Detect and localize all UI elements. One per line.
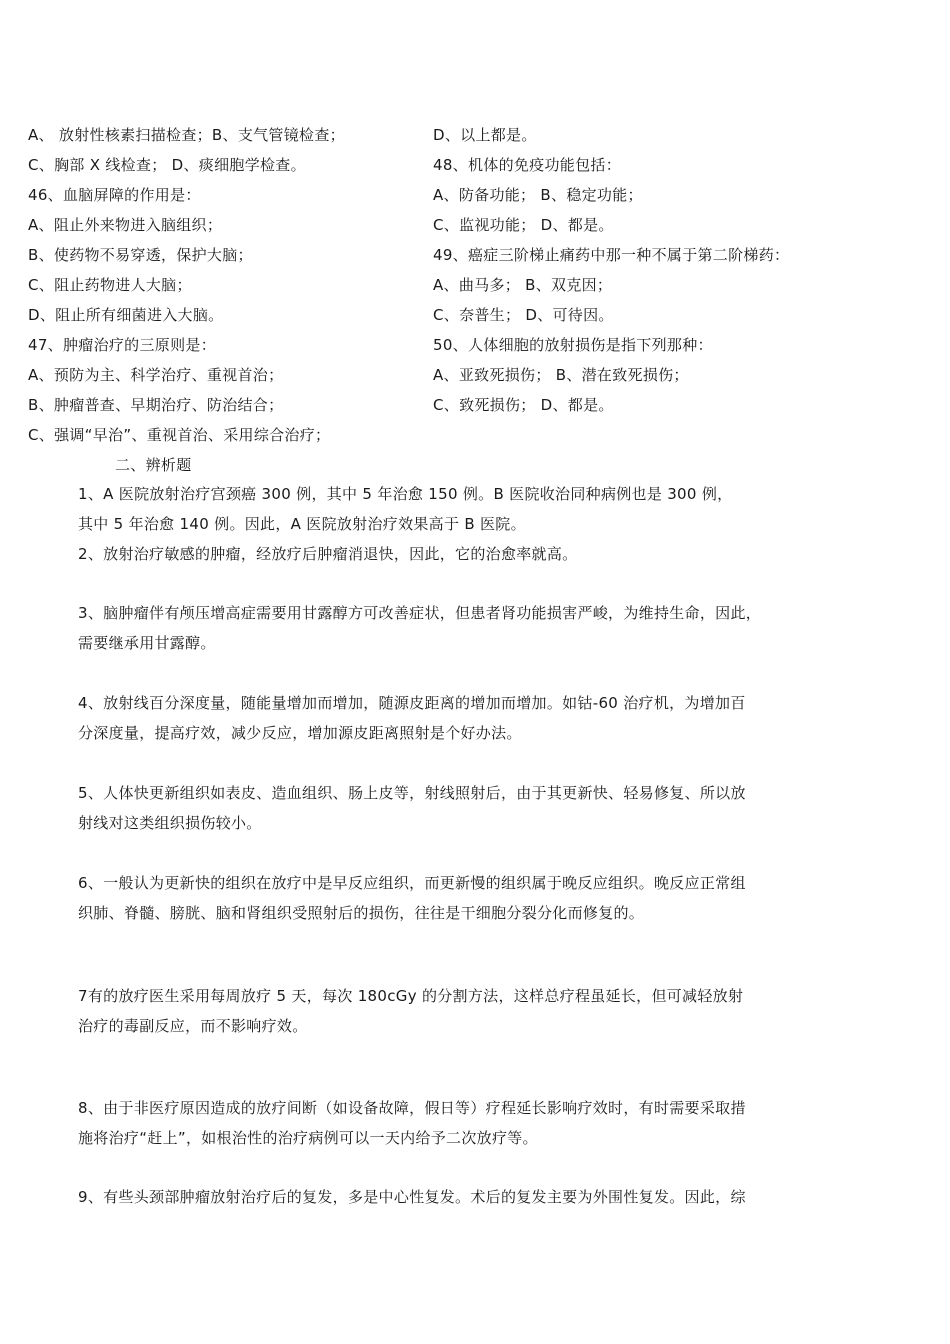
analysis-item-3	[78, 598, 761, 658]
question-45-option-d: D、以上都是。	[433, 126, 537, 144]
analysis-item-6-line-2: 织肺、脊髓、膀胱、脑和肾组织受照射后的损伤，往往是干细胞分裂分化而修复的。	[78, 904, 645, 922]
analysis-item-7-line-2: 治疗的毒副反应，而不影响疗效。	[78, 1017, 308, 1035]
analysis-item-7-line-1: 7有的放疗医生采用每周放疗 5 天，每次 180cGy 的分割方法，这样总疗程虽延长，但可减轻放射	[78, 987, 744, 1005]
analysis-item-3-line-1: 3、脑肿瘤伴有颅压增高症需要用甘露醇方可改善症状，但患者肾功能损害严峻，为维持生命，因此，	[78, 604, 762, 622]
analysis-item-8-line-1: 8、由于非医疗原因造成的放疗间断（如设备故障，假日等）疗程延长影响疗效时，有时需要采取措	[78, 1099, 746, 1117]
question-48-stem: 48、机体的免疫功能包括：	[433, 156, 621, 174]
question-47-option-c: C、强调“早治”、重视首治、采用综合治疗；	[28, 426, 331, 444]
analysis-item-6-line-1: 6、一般认为更新快的组织在放疗中是早反应组织，而更新慢的组织属于晚反应组织。晚反应正常组	[78, 874, 746, 892]
question-48-option-ab: A、防备功能； B、稳定功能；	[433, 186, 643, 204]
analysis-item-1-line-2: 其中 5 年治愈 140 例。因此，A 医院放射治疗效果高于 B 医院。	[78, 515, 526, 533]
question-46-option-c: C、阻止药物进人大脑；	[28, 276, 192, 294]
question-46-option-b: B、使药物不易穿透，保护大脑；	[28, 246, 253, 264]
analysis-item-5-line-2: 射线对这类组织损伤较小。	[78, 814, 262, 832]
analysis-item-4-line-2: 分深度量，提高疗效，减少反应，增加源皮距离照射是个好办法。	[78, 724, 522, 742]
analysis-item-9-line-1: 9、有些头颈部肿瘤放射治疗后的复发，多是中心性复发。术后的复发主要为外围性复发。因此，综	[78, 1188, 746, 1206]
analysis-item-8	[78, 1093, 746, 1153]
question-46-stem: 46、血脑屏障的作用是：	[28, 186, 201, 204]
analysis-item-5-line-1: 5、人体快更新组织如表皮、造血组织、肠上皮等，射线照射后，由于其更新快、轻易修复、所以放	[78, 784, 746, 802]
analysis-item-2	[78, 539, 577, 569]
analysis-item-8-line-2: 施将治疗“赶上”，如根治性的治疗病例可以一天内给予二次放疗等。	[78, 1129, 538, 1147]
question-50-option-cd: C、致死损伤； D、都是。	[433, 396, 614, 414]
question-49-option-ab: A、曲马多； B、双克因；	[433, 276, 613, 294]
question-46-option-a: A、阻止外来物进入脑组织；	[28, 216, 223, 234]
question-47-stem: 47、肿瘤治疗的三原则是：	[28, 336, 216, 354]
analysis-item-6	[78, 868, 746, 928]
question-50-stem: 50、人体细胞的放射损伤是指下列那种：	[433, 336, 713, 354]
question-47-option-a: A、预防为主、科学治疗、重视首治；	[28, 366, 284, 384]
question-50-option-ab: A、亚致死损伤； B、潜在致死损伤；	[433, 366, 689, 384]
question-47-option-b: B、肿瘤普查、早期治疗、防治结合；	[28, 396, 284, 414]
question-45-option-cd: C、胸部 X 线检查； D、痰细胞学检查。	[28, 156, 306, 174]
question-49-stem: 49、癌症三阶梯止痛药中那一种不属于第二阶梯药：	[433, 246, 790, 264]
analysis-item-2-line-1: 2、放射治疗敏感的肿瘤，经放疗后肿瘤消退快，因此，它的治愈率就高。	[78, 545, 578, 563]
analysis-item-4-line-1: 4、放射线百分深度量，随能量增加而增加，随源皮距离的增加而增加。如钴-60 治疗机，为增加百	[78, 694, 746, 712]
analysis-item-3-line-2: 需要继承用甘露醇。	[78, 634, 216, 652]
analysis-item-1-line-1: 1、A 医院放射治疗宫颈癌 300 例，其中 5 年治愈 150 例。B 医院收治同种病例也是 300 例，	[78, 485, 733, 503]
question-48-option-cd: C、监视功能； D、都是。	[433, 216, 614, 234]
analysis-item-1	[78, 479, 732, 539]
analysis-item-9	[78, 1182, 746, 1212]
analysis-item-4	[78, 688, 746, 748]
question-46-option-d: D、阻止所有细菌进入大脑。	[28, 306, 224, 324]
question-45-option-ab: A、 放射性核素扫描检查；B、支气管镜检查；	[28, 126, 345, 144]
analysis-item-7	[78, 981, 743, 1041]
question-49-option-cd: C、奈普生； D、可待因。	[433, 306, 614, 324]
analysis-item-5	[78, 778, 746, 838]
section-title: 二、辨析题	[115, 456, 192, 474]
